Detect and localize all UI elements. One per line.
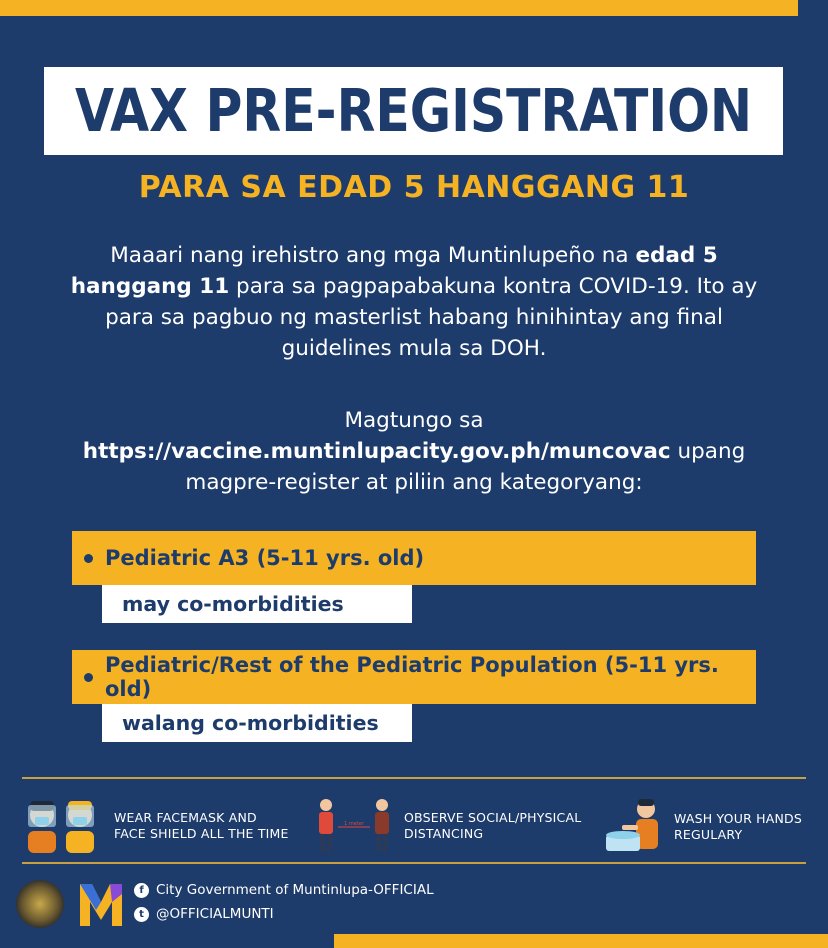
instruction-text-2: upang magpre-register at piliin ang kategoryang:: [185, 439, 746, 495]
twitter-link[interactable]: [134, 906, 274, 922]
tip-line: WEAR FACEMASK AND: [114, 810, 257, 825]
category-sub-tag: walang co-morbidities: [102, 704, 412, 742]
intro-text-1: Maaari nang irehistro ang mga Muntinlupeño na: [110, 243, 636, 268]
m-logo: [76, 880, 126, 928]
top-accent-bar: [0, 0, 798, 16]
tip-line: WASH YOUR HANDS: [674, 811, 802, 826]
city-seal-logo: [16, 880, 64, 928]
page-title: VAX PRE-REGISTRATION: [74, 76, 753, 146]
tip-line: DISTANCING: [404, 826, 484, 841]
category-pediatric-rest: [72, 650, 756, 704]
tip-facemask: [22, 797, 289, 855]
intro-text-2: para sa pagpapabakuna kontra COVID-19. Ito ay para sa pagbuo ng masterlist habang hinihintay ang final guidelines mula sa DOH.: [105, 274, 758, 361]
category-sub-tag: may co-morbidities: [102, 585, 412, 623]
top-accent-gap: [798, 0, 828, 16]
instruction-paragraph: [50, 405, 778, 498]
social-distancing-icon: [312, 797, 398, 855]
handwashing-icon: [604, 797, 666, 857]
instruction-text-1: Magtungo sa: [344, 408, 484, 433]
tip-line: FACE SHIELD ALL THE TIME: [114, 826, 289, 841]
masked-people-icon: [22, 797, 106, 855]
tip-distancing: [312, 797, 581, 855]
category-label: Pediatric/Rest of the Pediatric Population (5-11 yrs. old): [105, 653, 719, 701]
title-box: [44, 67, 783, 155]
twitter-icon: t: [134, 907, 149, 922]
bullet-icon: [84, 673, 93, 682]
twitter-handle: @OFFICIALMUNTI: [156, 906, 274, 922]
tip-handwash: [604, 797, 802, 857]
bottom-accent-bar: [334, 934, 828, 948]
facebook-handle: City Government of Muntinlupa-OFFICIAL: [156, 882, 434, 898]
facebook-link[interactable]: [134, 882, 434, 898]
registration-link[interactable]: https://vaccine.muntinlupacity.gov.ph/muncovac: [82, 439, 671, 464]
intro-paragraph: [50, 240, 778, 364]
subtitle: PARA SA EDAD 5 HANGGANG 11: [138, 170, 690, 205]
facebook-icon: f: [134, 883, 149, 898]
tip-line: OBSERVE SOCIAL/PHYSICAL: [404, 810, 582, 825]
distance-label: 1 meter: [344, 821, 364, 827]
tip-line: REGULARY: [674, 827, 743, 842]
category-label: Pediatric A3 (5-11 yrs. old): [105, 546, 425, 570]
intro-age-bold: edad 5 hanggang 11: [70, 243, 718, 299]
footer-logos: [16, 880, 126, 928]
bullet-icon: [84, 554, 93, 563]
divider: [22, 777, 806, 779]
category-pediatric-a3: [72, 531, 756, 585]
divider: [22, 862, 806, 864]
